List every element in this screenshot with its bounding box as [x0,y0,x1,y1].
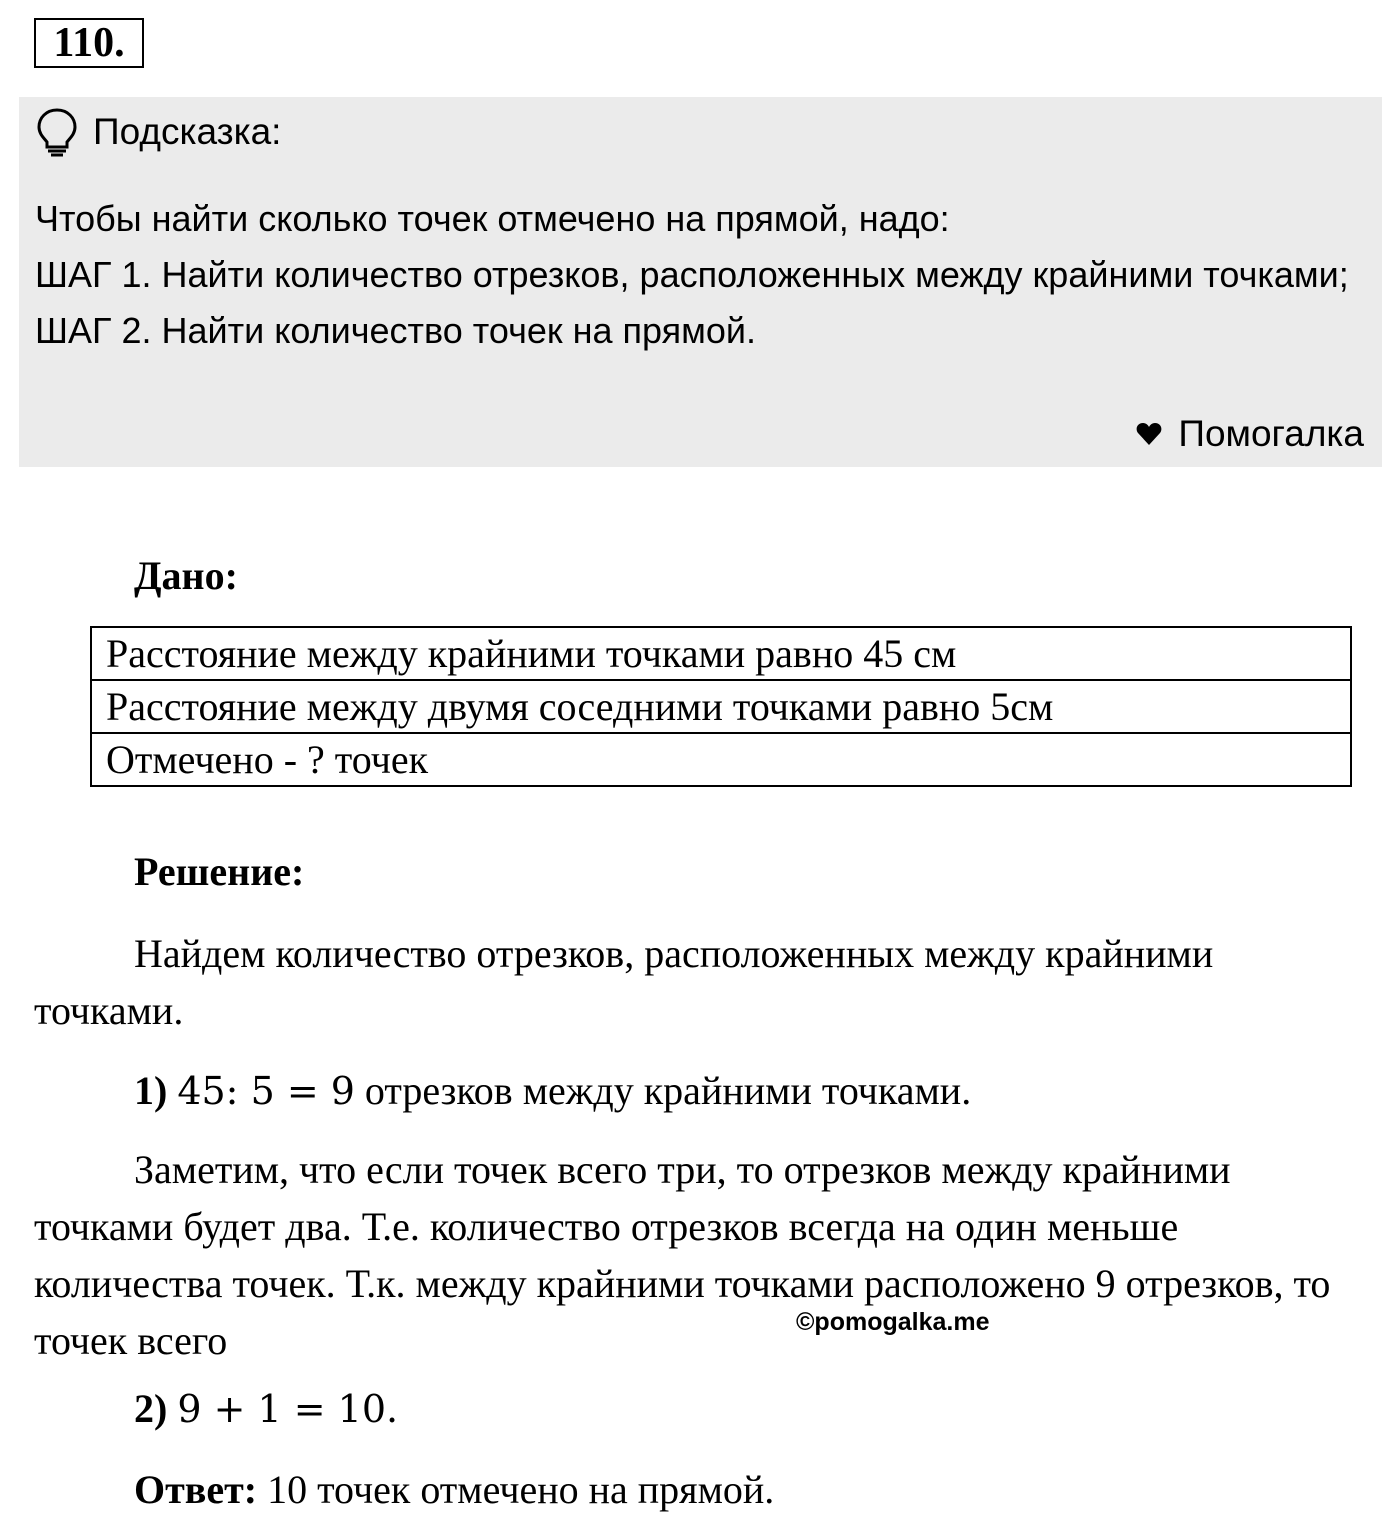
table-cell: Отмечено - ? точек [91,733,1351,786]
lightbulb-icon [35,107,79,157]
hint-step-1-label: ШАГ 1. [35,254,152,295]
hint-step-2-text: Найти количество точек на прямой. [151,310,757,351]
hint-step-1 [35,247,1365,303]
hint-step-2 [35,303,1365,359]
table-cell: Расстояние между крайними точками равно 45 см [91,627,1351,680]
hint-title: Подсказка: [93,111,282,152]
hint-step-1-text: Найти количество отрезков, расположенных между крайними точками; [151,254,1349,295]
hint-intro: Чтобы найти сколько точек отмечено на прямой, надо: [35,198,950,239]
solution-paragraph-1: Найдем количество отрезков, расположенных между крайними точками. [34,931,1214,1033]
given-heading: Дано: [134,553,238,598]
solution-step-1 [134,1062,971,1120]
table-row [91,680,1351,733]
answer-value: 10 [267,1467,308,1512]
hint-box [19,97,1382,467]
answer-text: точек отмечено на прямой. [307,1467,775,1512]
hint-body [35,191,1365,359]
table-row [91,733,1351,786]
step-2-expression: 9 + 1 = 10. [177,1387,399,1431]
task-number: 110. [34,18,144,68]
brand [1136,413,1364,455]
hint-header [35,107,281,157]
step-1-label: 1) [134,1068,168,1113]
given-table [90,626,1352,787]
solution-step-2 [134,1380,398,1438]
answer-label: Ответ: [134,1467,258,1512]
step-1-text: отрезков между крайними точками. [354,1068,972,1113]
heart-icon [1136,422,1162,446]
brand-name: Помогалка [1178,413,1364,454]
step-1-expression: 45: 5 = 9 [177,1069,355,1113]
step-2-label: 2) [134,1386,168,1431]
table-cell: Расстояние между двумя соседними точками равно 5см [91,680,1351,733]
solution-paragraph-2: Заметим, что если точек всего три, то отрезков между крайними точками будет два. Т.е. количество отрезков всегда на один меньше количества точек. Т.к. между крайними точками расположено 9 отрезков, то точек всего [34,1147,1331,1363]
watermark: ©pomogalka.me [796,1308,990,1336]
hint-step-2-label: ШАГ 2. [35,310,152,351]
table-row [91,627,1351,680]
answer [134,1461,774,1518]
solution-heading: Решение: [134,849,305,894]
